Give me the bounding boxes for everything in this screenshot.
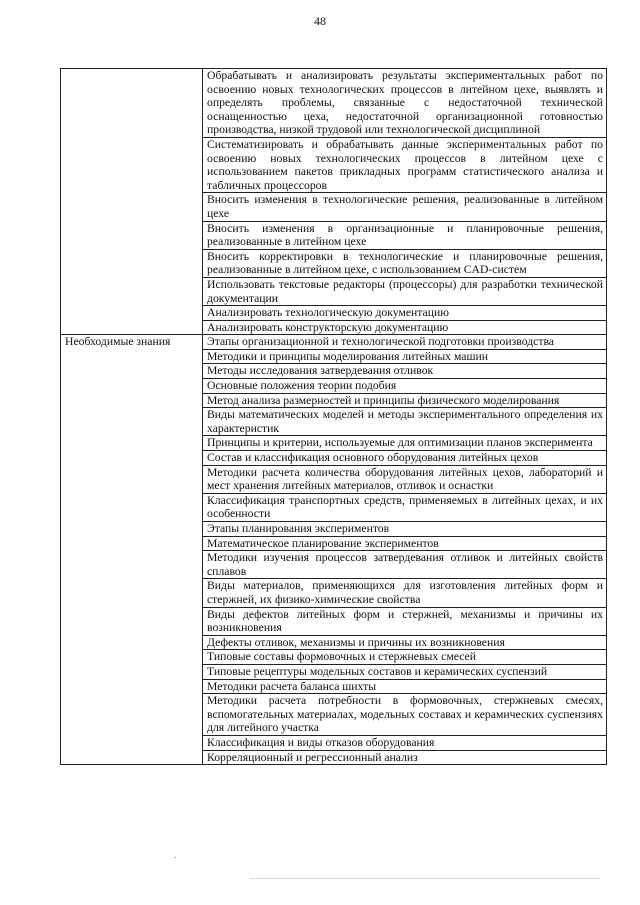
scan-mark: .: [174, 851, 176, 860]
table-cell: Методики расчета количества оборудования литейных цехов, лабораторий и мест хранения литейных материалов, отливок и оснастки: [203, 465, 607, 493]
table-cell: Вносить корректировки в технологические и планировочные решения, реализованные в литейном цехе, с использованием CAD-систем: [203, 249, 607, 277]
table-cell: Основные положения теории подобия: [203, 379, 607, 394]
table-cell: Математическое планирование экспериментов: [203, 536, 607, 551]
table-cell: Этапы организационной и технологической подготовки производства: [203, 335, 607, 350]
table-cell: Методики изучения процессов затвердевания отливок и литейных свойств сплавов: [203, 551, 607, 579]
table-row: [61, 335, 607, 350]
table-cell: Типовые составы формовочных и стержневых смесей: [203, 650, 607, 665]
table-cell: Классификация транспортных средств, применяемых в литейных цехах, и их особенности: [203, 493, 607, 521]
table-cell: Вносить изменения в организационные и планировочные решения, реализованные в литейном цехе: [203, 221, 607, 249]
table-cell: Состав и классификация основного оборудования литейных цехов: [203, 451, 607, 466]
table-cell: Классификация и виды отказов оборудования: [203, 735, 607, 750]
scan-edge-divider: [250, 878, 600, 879]
section-label: Необходимые знания: [65, 335, 171, 349]
table-row: [61, 69, 607, 138]
table-cell: Методики и принципы моделирования литейных машин: [203, 349, 607, 364]
table-cell: Типовые рецептуры модельных составов и керамических суспензий: [203, 664, 607, 679]
table-cell: Методы исследования затвердевания отливок: [203, 364, 607, 379]
table-cell: Дефекты отливок, механизмы и причины их возникновения: [203, 635, 607, 650]
table-cell: Этапы планирования экспериментов: [203, 522, 607, 537]
table-cell: Методики расчета баланса шихты: [203, 679, 607, 694]
table-cell: Анализировать технологическую документацию: [203, 306, 607, 321]
table-cell: Виды материалов, применяющихся для изготовления литейных форм и стержней, их физико-химические свойства: [203, 579, 607, 607]
knowledge-label-cell: [61, 335, 203, 765]
table-cell: Вносить изменения в технологические решения, реализованные в литейном цехе: [203, 193, 607, 221]
requirements-table: [60, 68, 607, 765]
table-cell: Анализировать конструкторскую документацию: [203, 320, 607, 335]
page-number: 48: [314, 14, 326, 28]
table-cell: Виды дефектов литейных форм и стержней, механизмы и причины их возникновения: [203, 607, 607, 635]
skills-label-cell: [61, 69, 203, 335]
table-cell: Корреляционный и регрессионный анализ: [203, 750, 607, 765]
table-cell: Принципы и критерии, используемые для оптимизации планов эксперимента: [203, 436, 607, 451]
table-cell: Систематизировать и обрабатывать данные экспериментальных работ по освоению новых технологических процессов в литейном цехе с использованием пакетов прикладных программ статистического анализа и табличных процессоров: [203, 137, 607, 192]
table-cell: Методики расчета потребности в формовочных, стержневых смесях, вспомогательных материалах, модельных составах и керамических суспензиях для литейного участка: [203, 694, 607, 736]
table-cell: Использовать текстовые редакторы (процессоры) для разработки технической документации: [203, 277, 607, 305]
table-cell: Виды математических моделей и методы экспериментального определения их характеристик: [203, 408, 607, 436]
table-cell: Метод анализа размерностей и принципы физического моделирования: [203, 393, 607, 408]
table-cell: Обрабатывать и анализировать результаты экспериментальных работ по освоению новых технологических процессов в литейном цехе, выявлять и определять проблемы, связанные с недостаточной технической оснащенностью цеха, недостаточной организационной готовностью производства, низкой трудовой или технологической дисциплиной: [203, 69, 607, 138]
